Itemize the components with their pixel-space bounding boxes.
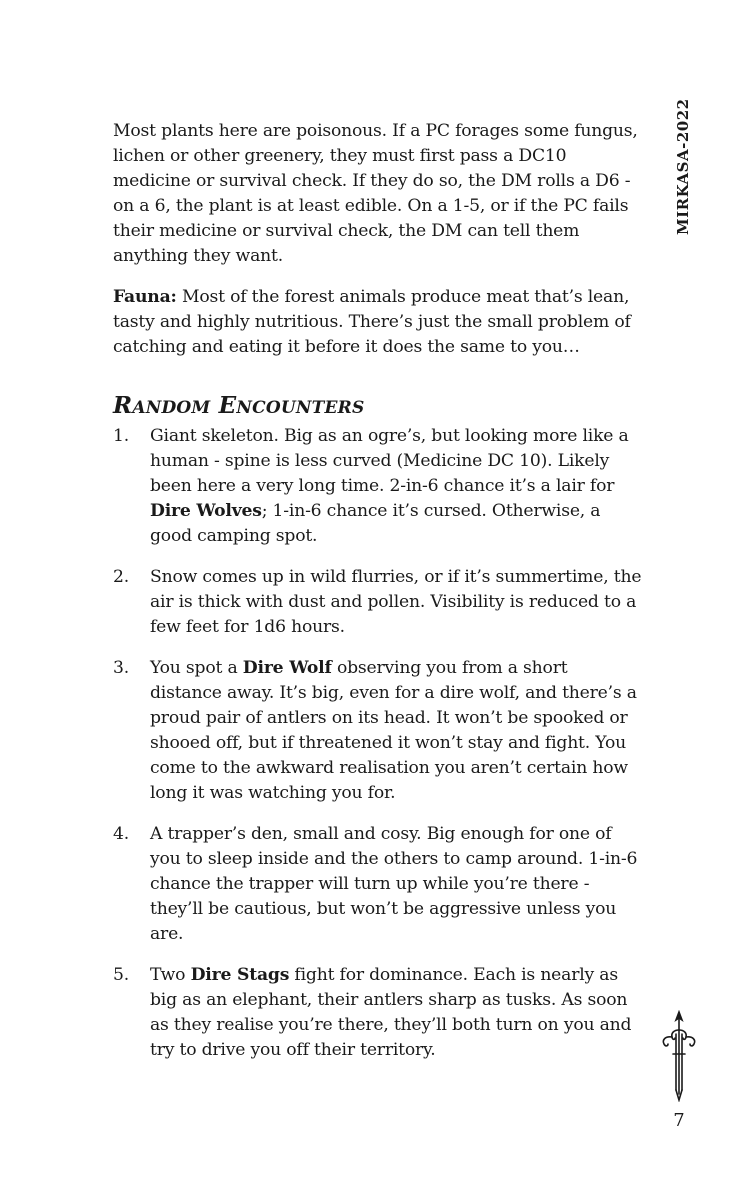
list-text-before: A trapper’s den, small and cosy. Big enough for one of you to sleep inside and the others to camp around. 1-in-6 chance the trapper will turn up while you’re there - they’ll be cautious, but won’t be aggressive unless you are. — [150, 824, 638, 944]
list-text — [150, 656, 643, 806]
list-item — [113, 656, 643, 806]
list-text-after: fight for dominance. Each is nearly as big as an elephant, their antlers sharp as tusks. As soon as they realise you’re there, they’ll both turn on you and try to drive you off their territory. — [150, 965, 632, 1060]
heading-initial-2: E — [218, 392, 237, 419]
list-text-before: Snow comes up in wild flurries, or if it’s summertime, the air is thick with dust and pollen. Visibility is reduced to a few feet for 1d6 hours. — [150, 567, 642, 637]
encounter-list — [113, 424, 643, 1063]
list-text-bold: Dire Stags — [190, 965, 290, 985]
list-text-bold: Dire Wolves — [150, 501, 262, 521]
heading-rest-1: ANDOM — [132, 398, 211, 418]
side-tab-label: MIRKASA-2022 — [674, 98, 692, 235]
list-text-before: Two — [150, 965, 191, 985]
fauna-paragraph — [113, 285, 643, 360]
list-number: 4. — [113, 824, 129, 844]
list-text-after: ; 1-in-6 chance it’s cursed. Otherwise, a good camping spot. — [150, 501, 601, 546]
list-number: 2. — [113, 567, 129, 587]
list-text — [150, 963, 643, 1063]
page-number: 7 — [673, 1110, 685, 1131]
heading-initial-1: R — [113, 392, 133, 419]
list-item — [113, 565, 643, 640]
text-column — [113, 119, 643, 1079]
list-number: 5. — [113, 965, 129, 985]
intro-paragraph: Most plants here are poisonous. If a PC forages some fungus, lichen or other greenery, they must first pass a DC10 medicine or survival check. If they do so, the DM rolls a D6 - on a 6, the plant is at least edible. On a 1-5, or if the PC fails their medicine or survival check, the DM can tell them anything they want. — [113, 121, 638, 266]
list-text-bold: Dire Wolf — [242, 658, 332, 678]
list-text-after: observing you from a short distance away. It’s big, even for a dire wolf, and there’s a proud pair of antlers on its head. It won’t be spooked or shooed off, but if threatened it won’t stay and fight. You come to the awkward realisation you aren’t certain how long it was watching you for. — [150, 658, 637, 803]
list-text — [150, 565, 643, 640]
side-tab — [670, 98, 694, 240]
section-heading — [113, 390, 643, 424]
heading-rest-2: NCOUNTERS — [236, 398, 365, 418]
list-text — [150, 822, 643, 947]
list-number: 3. — [113, 658, 129, 678]
list-text — [150, 424, 643, 549]
list-item — [113, 963, 643, 1063]
list-text-before: Giant skeleton. Big as an ogre’s, but looking more like a human - spine is less curved (Medicine DC 10). Likely been here a very long time. 2-in-6 chance it’s a lair for — [150, 426, 629, 496]
list-number: 1. — [113, 426, 129, 446]
list-item — [113, 424, 643, 549]
fauna-label: Fauna: — [113, 287, 177, 307]
trident-ornament-icon — [660, 1010, 698, 1102]
fauna-text: Most of the forest animals produce meat that’s lean, tasty and highly nutritious. There’s just the small problem of catching and eating it before it does the same to you… — [113, 287, 631, 357]
list-item — [113, 822, 643, 947]
list-text-before: You spot a — [150, 658, 243, 678]
